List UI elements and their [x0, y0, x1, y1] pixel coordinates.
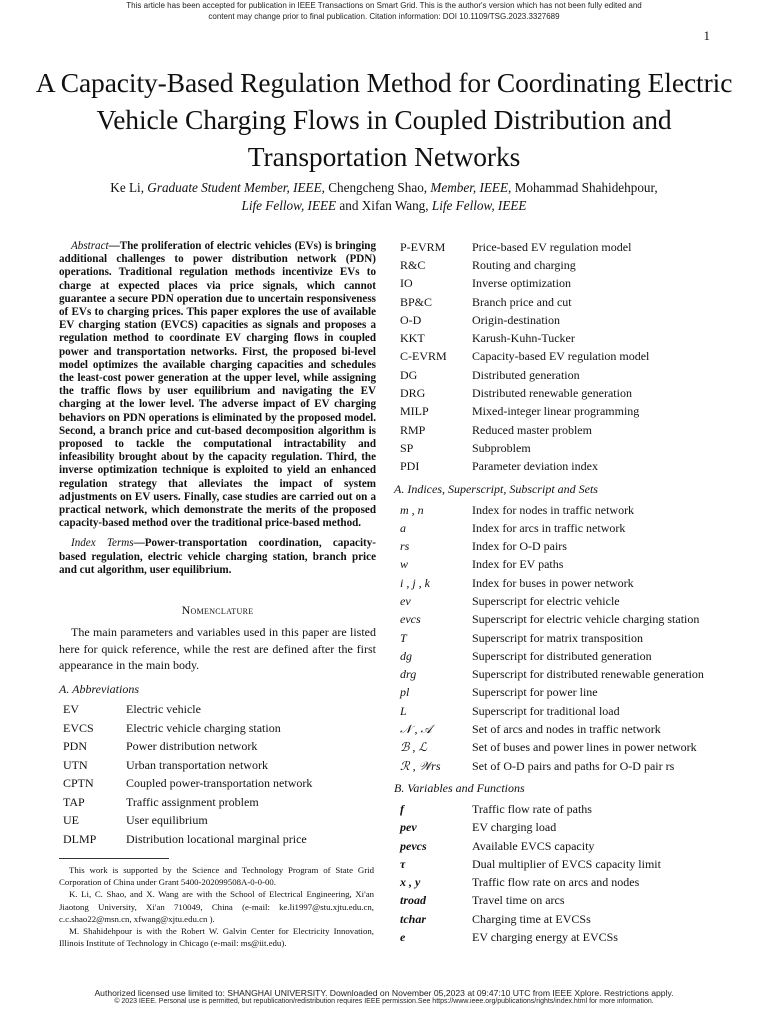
term-definition: Price-based EV regulation model [472, 239, 632, 254]
term-key: PDN [63, 739, 88, 754]
table-row [396, 800, 661, 818]
term-definition: Urban transportation network [126, 757, 268, 772]
table-row [59, 830, 312, 849]
term-key: SP [400, 440, 414, 455]
author-role: Graduate Student Member, IEEE [147, 180, 322, 195]
term-definition: Traffic flow rate of paths [472, 801, 592, 816]
table-row [396, 837, 661, 855]
table-row [396, 311, 649, 329]
term-definition: Superscript for electric vehicle [472, 593, 620, 608]
license-notice: Authorized licensed use limited to: SHANGHAI UNIVERSITY. Downloaded on November 05,2023 at 09:47:10 UTC from IEEE Xplore. Restrictions apply. [94, 988, 674, 998]
term-definition: Charging time at EVCSs [472, 911, 591, 926]
author-separator: , [321, 180, 329, 195]
term-definition: Superscript for distributed renewable generation [472, 667, 704, 682]
table-row [396, 348, 649, 366]
term-key: a [400, 520, 406, 535]
term-key: T [400, 630, 407, 645]
term-definition: Origin-destination [472, 312, 560, 327]
term-definition: Index for arcs in traffic network [472, 520, 626, 535]
author-role: Life Fellow, IEEE [241, 198, 337, 213]
table-row [59, 701, 312, 720]
table-row [59, 793, 312, 812]
copyright-notice: © 2023 IEEE. Personal use is permitted, but republication/redistribution requires IEEE permission.See https://www.ieee.org/publications/rights/index.html for more information. [114, 998, 654, 1005]
term-key: m , n [400, 502, 424, 517]
abbreviations-table [59, 701, 312, 849]
term-key: DLMP [63, 831, 97, 846]
term-definition: Superscript for distributed generation [472, 648, 652, 663]
table-row [396, 611, 704, 629]
term-definition: Distributed renewable generation [472, 386, 632, 401]
table-row [59, 738, 312, 757]
table-row [59, 775, 312, 794]
indices-table [396, 501, 704, 775]
footnote-rule [59, 858, 169, 859]
term-definition: Index for nodes in traffic network [472, 502, 635, 517]
term-definition: Traffic assignment problem [126, 794, 259, 809]
term-key: UTN [63, 757, 88, 772]
table-row [396, 519, 704, 537]
term-key: PDI [400, 459, 420, 474]
term-key: ev [400, 593, 411, 608]
page-number: 1 [703, 28, 710, 43]
abstract-text: —The proliferation of electric vehicles (EVs) is bringing additional challenges to power distribution network (PDN) operations. Traditional regulation methods incentivize EVs to charge at expected places via price signals, which cannot guarantee a secure PDN operation due to uncertain responsiveness of EVs to charging prices. This paper explores the use of available EV charging station (EVCS) capacities as signals and proposes a regulation method to coordinate EV charging flows in coupled power and transportation networks. First, the proposed bi-level model optimizes the available charging capacities and schedules the least-cost power generation at the upper level, while assigning the traffic flows by user equilibrium and navigating the EV charging at the lower level. The adverse impact of EV charging behaviors on PDN operations is eliminated by the proposed model. Second, a branch price and cut-based decomposition algorithm is proposed to tackle the computational intractability and infeasibility brought about by the capacity regulation. Third, the inverse optimization technique is exploited to yield an enhanced regulation strategy that alleviates the impact of system adjustments on EV users. Finally, case studies are carried out on a practical network, which demonstrate the merits of the proposed capacity-based method over the traditional price-based method. [59, 240, 376, 530]
index-terms-label: Index Terms [71, 537, 134, 550]
term-definition: Index for O-D pairs [472, 539, 567, 554]
term-key: RMP [400, 422, 426, 437]
author-separator: and [336, 198, 362, 213]
term-definition: Index for EV paths [472, 557, 564, 572]
term-key: 𝒩 , 𝒜 [400, 722, 432, 737]
table-row [396, 421, 649, 439]
notice-line-2: content may change prior to final publication. Citation information: DOI 10.1109/TSG.2023.3327689 [208, 12, 560, 21]
term-definition: Superscript for traditional load [472, 703, 620, 718]
table-row [396, 439, 649, 457]
table-row [396, 910, 661, 928]
table-row [396, 458, 649, 476]
table-row [396, 256, 649, 274]
table-row [396, 329, 649, 347]
paper-title: A Capacity-Based Regulation Method for Coordinating Electric Vehicle Charging Flows in Coupled Distribution and Transportation Networks [35, 67, 733, 172]
table-row [396, 684, 704, 702]
term-key: ℛ , 𝒲rs [400, 758, 441, 773]
term-definition: Set of buses and power lines in power network [472, 740, 697, 755]
table-row [396, 874, 661, 892]
term-definition: Traffic flow rate on arcs and nodes [472, 875, 640, 890]
table-row [396, 384, 649, 402]
author-separator: , [508, 180, 515, 195]
table-row [396, 739, 704, 757]
term-key: DG [400, 367, 418, 382]
table-row [396, 647, 704, 665]
term-key: evcs [400, 612, 421, 627]
term-definition: Parameter deviation index [472, 459, 598, 474]
term-key: C-EVRM [400, 349, 447, 364]
table-row [396, 366, 649, 384]
term-key: L [400, 703, 407, 718]
term-key: rs [400, 539, 410, 554]
index-terms-text: —Power-transportation coordination, capacity-based regulation, electric vehicle charging station, branch price and cut algorithm, user equilibrium. [59, 537, 376, 576]
table-row [59, 812, 312, 831]
term-definition: Inverse optimization [472, 276, 571, 291]
term-key: R&C [400, 257, 426, 272]
table-row [396, 819, 661, 837]
term-definition: Distributed generation [472, 367, 580, 382]
table-row [396, 556, 704, 574]
term-definition: Branch price and cut [472, 294, 572, 309]
term-key: DRG [400, 386, 426, 401]
table-row [396, 928, 661, 946]
table-row [396, 702, 704, 720]
footnote-affiliation-2: M. Shahidehpour is with the Robert W. Galvin Center for Electricity Innovation, Illinois Institute of Technology in Chicago (e-mail: ms@iit.edu). [59, 926, 374, 949]
nomenclature-intro: The main parameters and variables used in this paper are listed here for quick reference, while the rest are defined after the first appearance in the main body. [59, 625, 376, 673]
left-column [59, 240, 376, 849]
term-key: w [400, 557, 409, 572]
term-definition: Set of O-D pairs and paths for O-D pair rs [472, 758, 675, 773]
indices-heading: A. Indices, Superscript, Subscript and Sets [394, 481, 598, 496]
term-definition: Distribution locational marginal price [126, 831, 307, 846]
term-key: tchar [400, 911, 427, 926]
term-definition: Reduced master problem [472, 422, 592, 437]
abbreviations-heading: A. Abbreviations [59, 681, 139, 696]
term-definition: Set of arcs and nodes in traffic network [472, 722, 661, 737]
author-list [60, 179, 708, 215]
term-key: troad [400, 893, 427, 908]
term-key: x , y [400, 875, 421, 890]
table-row [396, 403, 649, 421]
table-row [396, 592, 704, 610]
term-definition: Electric vehicle [126, 702, 201, 717]
term-key: MILP [400, 404, 429, 419]
table-row [396, 720, 704, 738]
term-key: P-EVRM [400, 239, 446, 254]
term-definition: Mixed-integer linear programming [472, 404, 640, 419]
table-row [396, 537, 704, 555]
term-key: O-D [400, 312, 422, 327]
term-definition: Electric vehicle charging station [126, 720, 281, 735]
footnote-funding: This work is supported by the Science and Technology Program of State Grid Corporation of China under Grant 5400-202099508A-0-0-00. [59, 865, 374, 888]
table-row [59, 756, 312, 775]
term-definition: Superscript for power line [472, 685, 598, 700]
term-key: TAP [63, 794, 85, 809]
variables-heading: B. Variables and Functions [394, 781, 525, 796]
term-key: EVCS [63, 720, 94, 735]
author-name: Ke Li, [110, 180, 148, 195]
author-role: Life Fellow, IEEE [431, 198, 527, 213]
table-row [396, 238, 649, 256]
term-key: BP&C [400, 294, 433, 309]
table-row [396, 629, 704, 647]
term-definition: Superscript for electric vehicle charging station [472, 612, 700, 627]
table-row [396, 293, 649, 311]
term-definition: User equilibrium [126, 813, 208, 828]
term-definition: Karush-Kuhn-Tucker [472, 331, 575, 346]
right-column [396, 238, 736, 947]
variables-table [396, 800, 661, 946]
table-row [396, 501, 704, 519]
term-key: dg [400, 648, 412, 663]
term-definition: EV charging energy at EVCSs [472, 930, 618, 945]
term-key: ℬ , ℒ [400, 740, 428, 755]
abstract [59, 240, 376, 530]
term-key: drg [400, 667, 417, 682]
footnote [59, 864, 374, 949]
table-row [396, 892, 661, 910]
table-row [396, 855, 661, 873]
author-name: Mohammad Shahidehpour, [514, 180, 658, 195]
term-key: UE [63, 813, 79, 828]
term-key: pevcs [400, 838, 427, 853]
author-role: Member, IEEE [430, 180, 509, 195]
nomenclature-heading: Nomenclature [181, 603, 254, 618]
term-definition: Index for buses in power network [472, 575, 634, 590]
author-name: Chengcheng Shao, [328, 180, 431, 195]
term-key: τ [400, 856, 406, 871]
term-key: IO [400, 276, 413, 291]
term-key: pl [400, 685, 410, 700]
footnote-affiliation-1: K. Li, C. Shao, and X. Wang are with the School of Electrical Engineering, Xi'an Jiaotong University, Xi'an 710049, China (e-mail: ke.li1997@stu.xjtu.edu.cn, c.c.shao22@msn.cn, xfwang@xjtu.edu.cn ). [59, 889, 374, 924]
term-definition: Capacity-based EV regulation model [472, 349, 650, 364]
term-definition: Available EVCS capacity [472, 838, 595, 853]
abstract-label: Abstract [71, 240, 109, 252]
author-name: Xifan Wang, [361, 198, 432, 213]
term-definition: Power distribution network [126, 739, 258, 754]
term-definition: Routing and charging [472, 257, 576, 272]
term-key: CPTN [63, 776, 94, 791]
term-definition: Subproblem [472, 440, 531, 455]
term-key: f [400, 801, 404, 816]
term-definition: Coupled power-transportation network [126, 776, 313, 791]
term-key: KKT [400, 331, 425, 346]
table-row [396, 666, 704, 684]
term-key: e [400, 930, 406, 945]
term-key: i , j , k [400, 575, 430, 590]
term-definition: EV charging load [472, 820, 557, 835]
term-definition: Dual multiplier of EVCS capacity limit [472, 856, 661, 871]
term-key: pev [400, 820, 417, 835]
term-definition: Travel time on arcs [472, 893, 565, 908]
abbreviations-table-continued [396, 238, 649, 476]
table-row [396, 574, 704, 592]
term-key: EV [63, 702, 79, 717]
table-row [396, 757, 704, 775]
table-row [59, 719, 312, 738]
notice-line-1: This article has been accepted for publication in IEEE Transactions on Smart Grid. This is the author's version which has not been fully edited and [126, 1, 642, 10]
term-definition: Superscript for matrix transposition [472, 630, 643, 645]
publication-notice [0, 0, 768, 22]
table-row [396, 275, 649, 293]
index-terms [59, 537, 376, 577]
